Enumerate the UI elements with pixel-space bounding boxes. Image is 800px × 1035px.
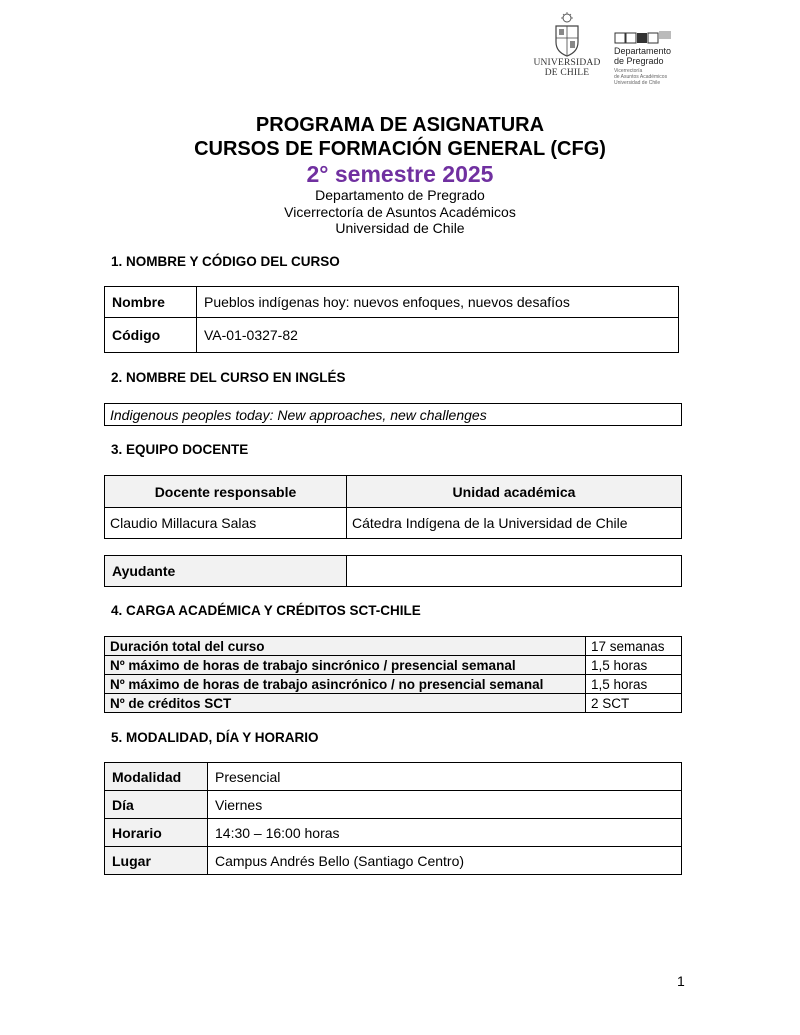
- section-5-heading: 5. MODALIDAD, DÍA Y HORARIO: [111, 730, 319, 745]
- department-small-line1: Vicerrectoría: [614, 68, 643, 74]
- load-row-value: 1,5 horas: [586, 656, 682, 675]
- modality-row-value: Viernes: [208, 791, 682, 819]
- department-name-line2: de Pregrado: [614, 56, 664, 66]
- load-row-value: 2 SCT: [586, 694, 682, 713]
- department-logo: [614, 30, 694, 86]
- modality-row-value: Presencial: [208, 763, 682, 791]
- modality-row-label: Modalidad: [105, 763, 208, 791]
- ayudante-label: Ayudante: [105, 556, 347, 587]
- section-1-heading: 1. NOMBRE Y CÓDIGO DEL CURSO: [111, 254, 340, 269]
- document-subtitle: CURSOS DE FORMACIÓN GENERAL (CFG): [194, 138, 606, 160]
- header-department: Departamento de Pregrado: [315, 187, 485, 203]
- modality-row-label: Horario: [105, 819, 208, 847]
- unidad-value: Cátedra Indígena de la Universidad de Chile: [347, 508, 682, 539]
- load-row-label: Nº máximo de horas de trabajo asincrónico / no presencial semanal: [105, 675, 586, 694]
- course-name-table: [104, 286, 679, 353]
- codigo-value: VA-01-0327-82: [197, 318, 679, 353]
- load-row-label: Duración total del curso: [105, 637, 586, 656]
- col-docente-header: Docente responsable: [105, 476, 347, 508]
- semester-label: 2° semestre 2025: [306, 161, 494, 187]
- modality-row-value: 14:30 – 16:00 horas: [208, 819, 682, 847]
- page-number: 1: [677, 973, 685, 989]
- ayudante-table: [104, 555, 682, 587]
- load-row-label: Nº de créditos SCT: [105, 694, 586, 713]
- modality-row-value: Campus Andrés Bello (Santiago Centro): [208, 847, 682, 875]
- teaching-team-table: [104, 475, 682, 539]
- english-name-table: [104, 403, 682, 426]
- header-university: Universidad de Chile: [335, 220, 465, 236]
- col-unidad-header: Unidad académica: [347, 476, 682, 508]
- department-small-line3: Universidad de Chile: [614, 80, 661, 86]
- header-vicerrectoria: Vicerrectoría de Asuntos Académicos: [284, 204, 516, 220]
- document-title: PROGRAMA DE ASIGNATURA: [255, 114, 545, 136]
- nombre-value: Pueblos indígenas hoy: nuevos enfoques, nuevos desafíos: [197, 287, 679, 318]
- load-row-value: 17 semanas: [586, 637, 682, 656]
- university-name-line1: UNIVERSIDAD: [533, 58, 601, 68]
- modality-table: [104, 762, 682, 875]
- codigo-label: Código: [105, 318, 197, 353]
- modality-row-label: Día: [105, 791, 208, 819]
- nombre-label: Nombre: [105, 287, 197, 318]
- modality-row-label: Lugar: [105, 847, 208, 875]
- department-name-line1: Departamento: [614, 46, 672, 56]
- load-row-value: 1,5 horas: [586, 675, 682, 694]
- academic-load-table: [104, 636, 682, 713]
- university-crest-icon: [552, 12, 582, 58]
- university-name-line2: DE CHILE: [544, 68, 590, 78]
- load-row-label: Nº máximo de horas de trabajo sincrónico / presencial semanal: [105, 656, 586, 675]
- ayudante-value: [347, 556, 682, 587]
- department-squares-icon: [614, 30, 694, 44]
- english-name-value: Indigenous peoples today: New approaches, new challenges: [105, 404, 682, 426]
- section-3-heading: 3. EQUIPO DOCENTE: [111, 442, 249, 457]
- section-2-heading: 2. NOMBRE DEL CURSO EN INGLÉS: [111, 370, 346, 385]
- department-small-line2: de Asuntos Académicos: [614, 74, 668, 80]
- university-logo: [530, 12, 604, 88]
- section-4-heading: 4. CARGA ACADÉMICA Y CRÉDITOS SCT-CHILE: [111, 603, 421, 618]
- docente-value: Claudio Millacura Salas: [105, 508, 347, 539]
